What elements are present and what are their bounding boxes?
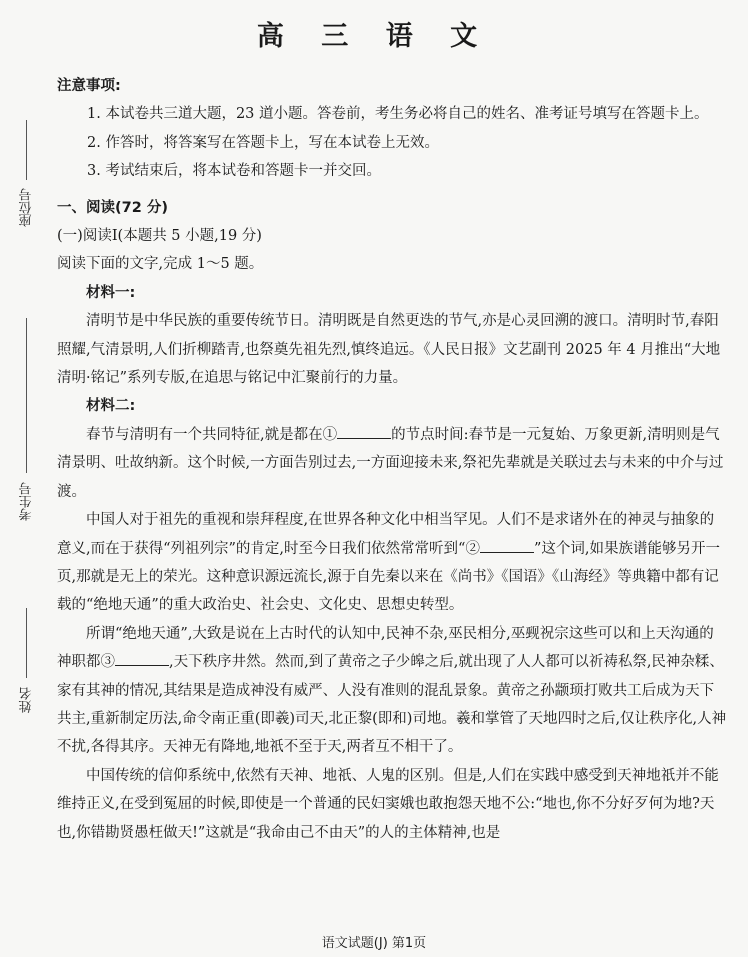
material2-paragraph	[57, 620, 727, 762]
notice-item: 3. 考试结束后，将本试卷和答题卡一并交回。	[87, 163, 381, 180]
fill-blank-3	[115, 651, 169, 666]
candidate-number-label: 考生号	[19, 482, 35, 522]
margin-line	[26, 608, 27, 678]
section-subtitle: (一)阅读Ⅰ(本题共 5 小题,19 分)	[57, 228, 262, 245]
notice-item: 1. 本试卷共三道大题，23 道小题。答卷前，考生务必将自己的姓名、准考证号填写在答题卡上。	[87, 106, 709, 123]
material1-label: 材料一:	[86, 284, 136, 301]
material2-paragraph: 中国传统的信仰系统中,依然有天神、地祇、人鬼的区别。但是,人们在实践中感受到天神地祇并不能维持正义,在受到冤屈的时候,即使是一个普通的民妇窦娥也敢抱怨天地不公:“地也,你不分好歹何为地?天也,你错勘贤愚枉做天!”这就是“我命由己不由天”的人的主体精神,也是	[57, 767, 719, 841]
material1-text: 清明节是中华民族的重要传统节日。清明既是自然更迭的节气,亦是心灵回溯的渡口。清明时节,春阳照耀,气清景明,人们折柳踏青,也祭奠先祖先烈,慎终追远。《人民日报》文艺副刊 2025 年 4 月推出“大地清明·铭记”系列专版,在追思与铭记中汇聚前行的力量。	[57, 313, 721, 387]
name-label: 姓名	[19, 687, 35, 713]
material2-paragraph	[57, 506, 727, 620]
fill-blank-1	[337, 424, 391, 439]
page-title: 高 三 语 文	[256, 21, 492, 52]
fill-blank-2	[480, 538, 534, 553]
paragraph-text: 的节点时间:春节是一元复始、万象更新,清明则是气清景明、吐故纳新。这个时候,一方面告别过去,一方面迎接未来,祭祀先辈就是关联过去与未来的中介与过渡。	[57, 426, 724, 500]
notice-item: 2. 作答时，将答案写在答题卡上，写在本试卷上无效。	[87, 134, 439, 151]
exam-content	[57, 72, 727, 847]
paragraph-text: ,天下秩序井然。然而,到了黄帝之子少皞之后,就出现了人人都可以祈祷私祭,民神杂糅、家有其神的情况,其结果是造成神没有威严、人没有准则的混乱景象。黄帝之孙颛顼打败共工后成为天下共主,重新制定历法,命令南正重(即羲)司天,北正黎(即和)司地。羲和掌管了天地四时之后,仅让秩序化,人神不扰,各得其序。天神无有降地,地祇不至于天,两者互不相干了。	[57, 654, 727, 756]
material2-paragraph	[57, 421, 727, 506]
margin-line	[26, 120, 27, 180]
material2-label: 材料二:	[86, 398, 136, 415]
section-instruction: 阅读下面的文字,完成 1～5 题。	[57, 256, 264, 273]
margin-line	[26, 318, 27, 473]
seat-number-label: 座位号	[19, 188, 35, 228]
page-footer: 语文试题(J) 第1页	[321, 936, 427, 951]
notice-heading: 注意事项:	[57, 78, 121, 94]
paragraph-text: ”这个词,如果族谱能够另开一页,那就是无上的荣光。这种意识源远流长,源于自先秦以来在《尚书》《国语》《山海经》等典籍中都有记载的“绝地天通”的重大政治史、社会史、文化史、思想史转型。	[57, 540, 720, 614]
paragraph-text: 所谓“绝地天通”,大致是说在上古时代的认知中,民神不杂,巫民相分,巫觋祝宗这些可以和上天沟通的神职都③	[57, 625, 714, 671]
paragraph-text: 春节与清明有一个共同特征,就是都在①	[86, 426, 338, 443]
section-title: 一、阅读(72 分)	[57, 199, 168, 216]
paragraph-text: 中国人对于祖先的重视和崇拜程度,在世界各种文化中相当罕见。人们不是求诸外在的神灵与抽象的意义,而在于获得“列祖列宗”的肯定,时至今日我们依然常常听到“②	[57, 512, 715, 557]
